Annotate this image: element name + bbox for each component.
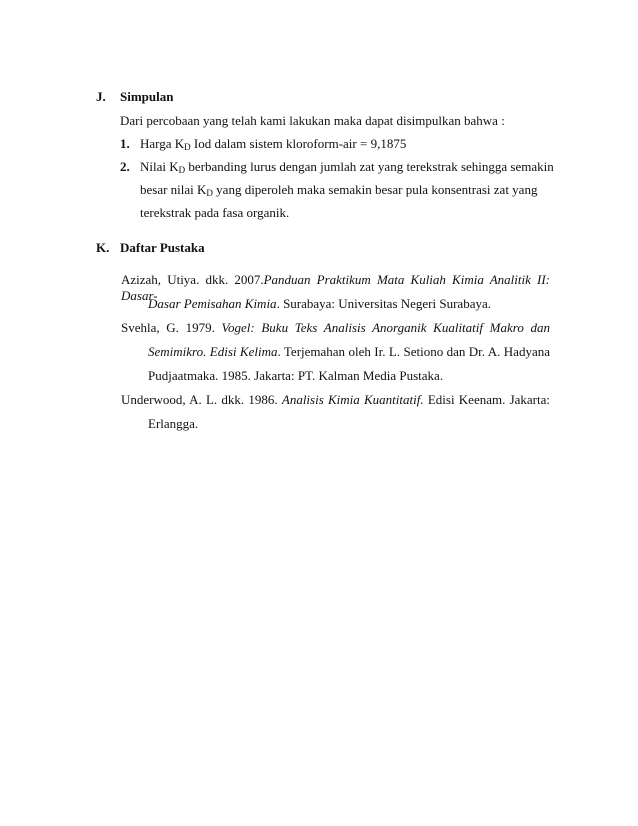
section-j-heading xyxy=(96,89,173,105)
reference-1-title-part-2: Dasar Pemisahan Kimia xyxy=(148,296,277,311)
reference-1-title-part-1: Panduan Praktikum Mata Kuliah Kimia Analitik II: Dasar- xyxy=(121,272,550,303)
conclusion-item-1-post: Iod dalam sistem kloroform-air = 9,1875 xyxy=(190,136,407,151)
conclusion-item-2-number: 2. xyxy=(120,159,130,174)
conclusion-item-1-sub: D xyxy=(184,142,191,152)
conclusion-item-2-l1-pre: Nilai K xyxy=(140,159,179,174)
reference-3-author: Underwood, A. L. dkk. 1986. xyxy=(121,392,282,407)
reference-3-line-2: Erlangga. xyxy=(148,416,199,431)
reference-1-author: Azizah, Utiya. dkk. 2007. xyxy=(121,272,264,287)
section-k-title: Daftar Pustaka xyxy=(120,240,205,255)
reference-3-line-1 xyxy=(121,392,550,408)
conclusion-item-1-number: 1. xyxy=(120,136,130,151)
conclusion-item-2-line-3: terekstrak pada fasa organik. xyxy=(140,205,290,220)
reference-2-translator: . Terjemahan oleh Ir. L. Setiono dan Dr. A. Hadyana xyxy=(277,344,550,359)
conclusion-item-2-l2-pre: besar nilai K xyxy=(140,182,207,197)
section-j-letter: J. xyxy=(96,89,106,104)
section-j-title: Simpulan xyxy=(120,89,174,104)
conclusion-item-2-l1-sub: D xyxy=(178,165,186,175)
reference-3-title: Analisis Kimia Kuantitatif. xyxy=(281,392,424,407)
reference-2-title-part-2: Semimikro. Edisi Kelima xyxy=(148,344,278,359)
conclusion-item-2-l2-sub: D xyxy=(206,188,213,198)
conclusion-item-2-l1-post: berbanding lurus dengan jumlah zat yang terekstrak sehingga semakin xyxy=(185,159,554,174)
conclusion-item-1-pre: Harga K xyxy=(140,136,185,151)
section-j-intro: Dari percobaan yang telah kami lakukan maka dapat disimpulkan bahwa : xyxy=(120,113,505,128)
reference-2-line-3: Pudjaatmaka. 1985. Jakarta: PT. Kalman Media Pustaka. xyxy=(148,368,444,383)
reference-1-publisher: . Surabaya: Universitas Negeri Surabaya. xyxy=(276,296,491,311)
reference-3-edition: Edisi Keenam. Jakarta: xyxy=(423,392,550,407)
reference-2-line-1 xyxy=(121,320,550,336)
reference-2-line-2 xyxy=(148,344,550,360)
reference-2-author: Svehla, G. 1979. xyxy=(121,320,222,335)
reference-2-title-part-1: Vogel: Buku Teks Analisis Anorganik Kualitatif Makro dan xyxy=(221,320,550,335)
section-k-letter: K. xyxy=(96,240,110,255)
conclusion-item-1 xyxy=(120,136,406,152)
conclusion-item-2-line-1 xyxy=(120,159,554,175)
conclusion-item-2-line-2 xyxy=(140,182,537,198)
conclusion-item-2-l2-post: yang diperoleh maka semakin besar pula konsentrasi zat yang xyxy=(212,182,538,197)
section-k-heading xyxy=(96,240,205,256)
reference-1-line-2 xyxy=(148,296,491,312)
